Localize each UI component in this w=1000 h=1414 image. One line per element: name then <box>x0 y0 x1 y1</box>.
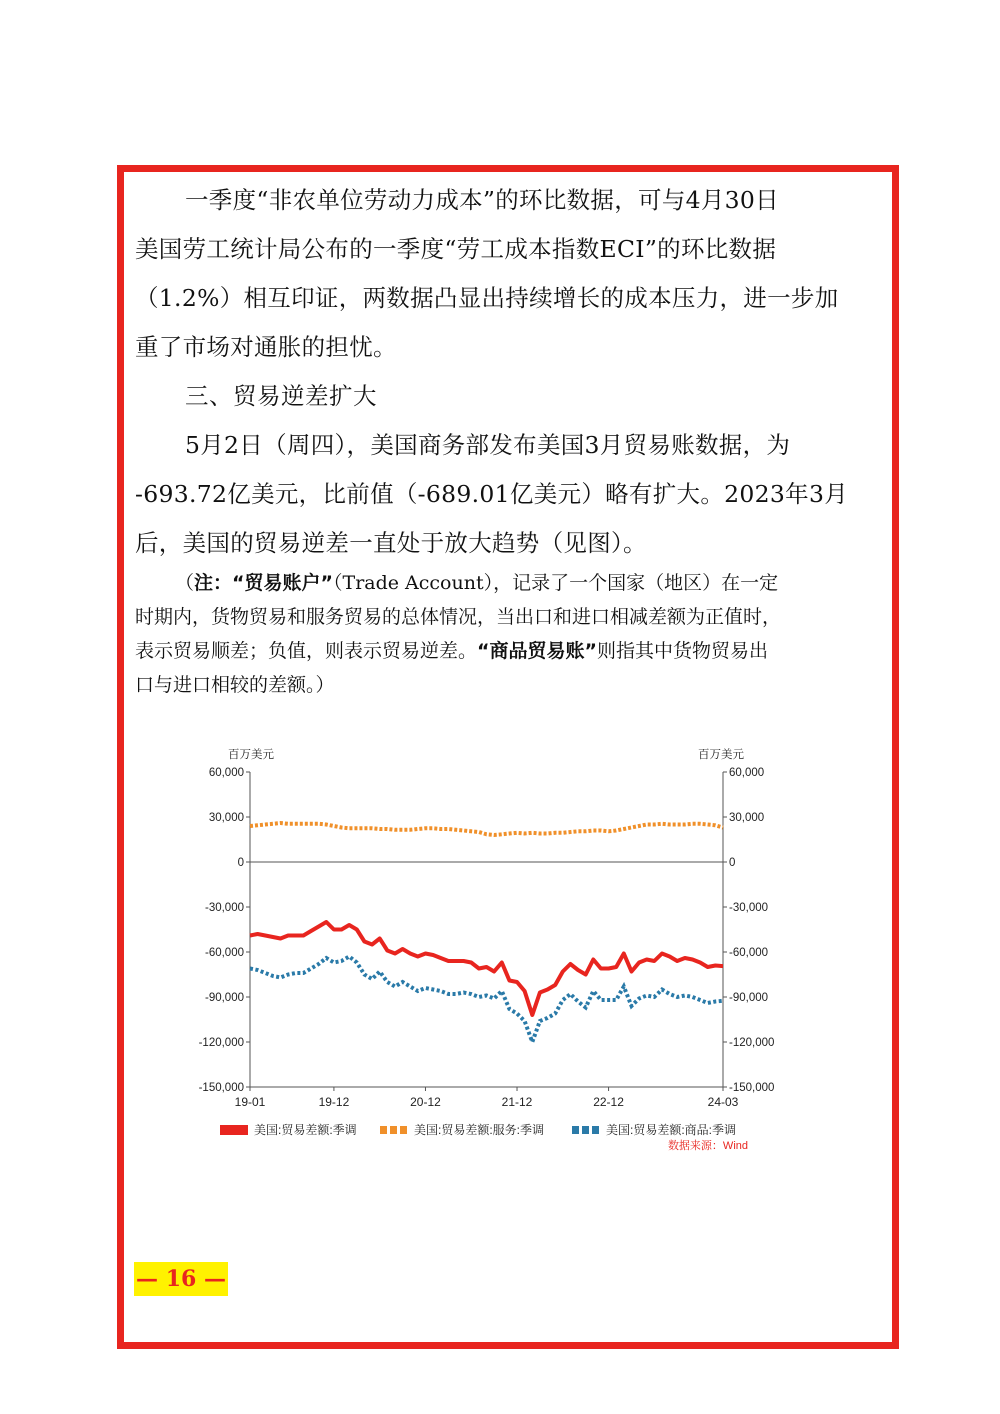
paragraph-trade-balance <box>135 421 865 568</box>
y-tick-label-right: 0 <box>729 857 736 869</box>
note-line <box>135 566 865 600</box>
note-line: 时期内，货物贸易和服务贸易的总体情况，当出口和进口相减差额为正值时， <box>135 606 782 628</box>
note-line: 口与进口相较的差额。） <box>135 674 335 696</box>
x-tick-label: 20-12 <box>410 1095 441 1109</box>
legend-swatch-goods <box>572 1126 579 1134</box>
legend-swatch-goods <box>582 1126 589 1134</box>
y-tick-label-left: -60,000 <box>204 947 244 959</box>
legend-swatch-services <box>380 1126 387 1134</box>
series-goods-line <box>250 957 723 1043</box>
y-unit-left: 百万美元 <box>228 749 274 761</box>
x-tick-label: 22-12 <box>593 1095 624 1109</box>
note-text: （Trade Account），记录了一个国家（地区）在一定 <box>333 572 779 594</box>
legend-label: 美国:贸易差额:商品:季调 <box>606 1123 737 1137</box>
y-tick-label-right: -120,000 <box>729 1037 775 1049</box>
legend-swatch-goods <box>592 1126 599 1134</box>
y-tick-label-left: -150,000 <box>198 1082 244 1094</box>
legend-swatch-total <box>220 1125 248 1135</box>
text-line: （1.2%）相互印证，两数据凸显出持续增长的成本压力，进一步加 <box>135 284 839 312</box>
y-unit-right: 百万美元 <box>698 749 744 761</box>
y-tick-label-right: -60,000 <box>729 947 769 959</box>
y-tick-label-right: -90,000 <box>729 992 769 1004</box>
note-line <box>135 634 865 668</box>
y-tick-label-left: -30,000 <box>204 902 244 914</box>
x-tick-label: 21-12 <box>501 1095 533 1109</box>
x-tick-label: 19-12 <box>318 1095 350 1109</box>
x-tick-label: 19-01 <box>234 1095 266 1109</box>
y-tick-label-left: -120,000 <box>198 1037 244 1049</box>
text-line: 后，美国的贸易逆差一直处于放大趋势（见图）。 <box>135 529 647 557</box>
legend-label: 美国:贸易差额:服务:季调 <box>414 1123 545 1137</box>
legend-label: 美国:贸易差额:季调 <box>254 1123 357 1137</box>
legend-swatch-services <box>400 1126 407 1134</box>
note-term-goods-account: “商品贸易账” <box>477 640 597 662</box>
x-tick-label: 24-03 <box>707 1095 739 1109</box>
chart-svg <box>190 740 790 1160</box>
series-total-line <box>250 922 723 1015</box>
trade-balance-chart <box>190 740 790 1160</box>
y-tick-label-left: -90,000 <box>204 992 244 1004</box>
text-line: 重了市场对通胀的担忧。 <box>135 333 397 361</box>
data-source: 数据来源：Wind <box>667 1140 748 1152</box>
page-number: — 16 — <box>134 1262 228 1296</box>
note-text: 则指其中货物贸易出 <box>597 640 769 662</box>
y-tick-label-right: -30,000 <box>729 902 769 914</box>
y-tick-label-left: 60,000 <box>208 767 244 779</box>
note-term-trade-account: “贸易账户” <box>232 572 334 594</box>
note-open: （ <box>175 572 195 594</box>
y-tick-label-right: 30,000 <box>729 812 765 824</box>
text-line: 5月2日（周四），美国商务部发布美国3月贸易账数据，为 <box>185 431 791 459</box>
chart-series <box>250 823 723 1042</box>
definition-note <box>135 566 865 702</box>
text-line: -693.72亿美元，比前值（-689.01亿美元）略有扩大。2023年3月 <box>135 480 848 508</box>
y-tick-label-left: 30,000 <box>208 812 244 824</box>
y-tick-label-left: 0 <box>237 857 244 869</box>
legend-swatch-services <box>390 1126 397 1134</box>
y-tick-label-right: 60,000 <box>729 767 765 779</box>
series-services-line <box>250 823 723 835</box>
text-line: 一季度“非农单位劳动力成本”的环比数据，可与4月30日 <box>185 186 779 214</box>
note-label: 注： <box>194 572 233 594</box>
paragraph-eci <box>135 176 865 372</box>
y-tick-label-right: -150,000 <box>729 1082 775 1094</box>
section-heading: 三、贸易逆差扩大 <box>185 382 377 410</box>
chart-legend <box>220 1122 736 1137</box>
note-text: 表示贸易顺差；负值，则表示贸易逆差。 <box>135 640 478 662</box>
text-line: 美国劳工统计局公布的一季度“劳工成本指数ECI”的环比数据 <box>135 235 777 263</box>
